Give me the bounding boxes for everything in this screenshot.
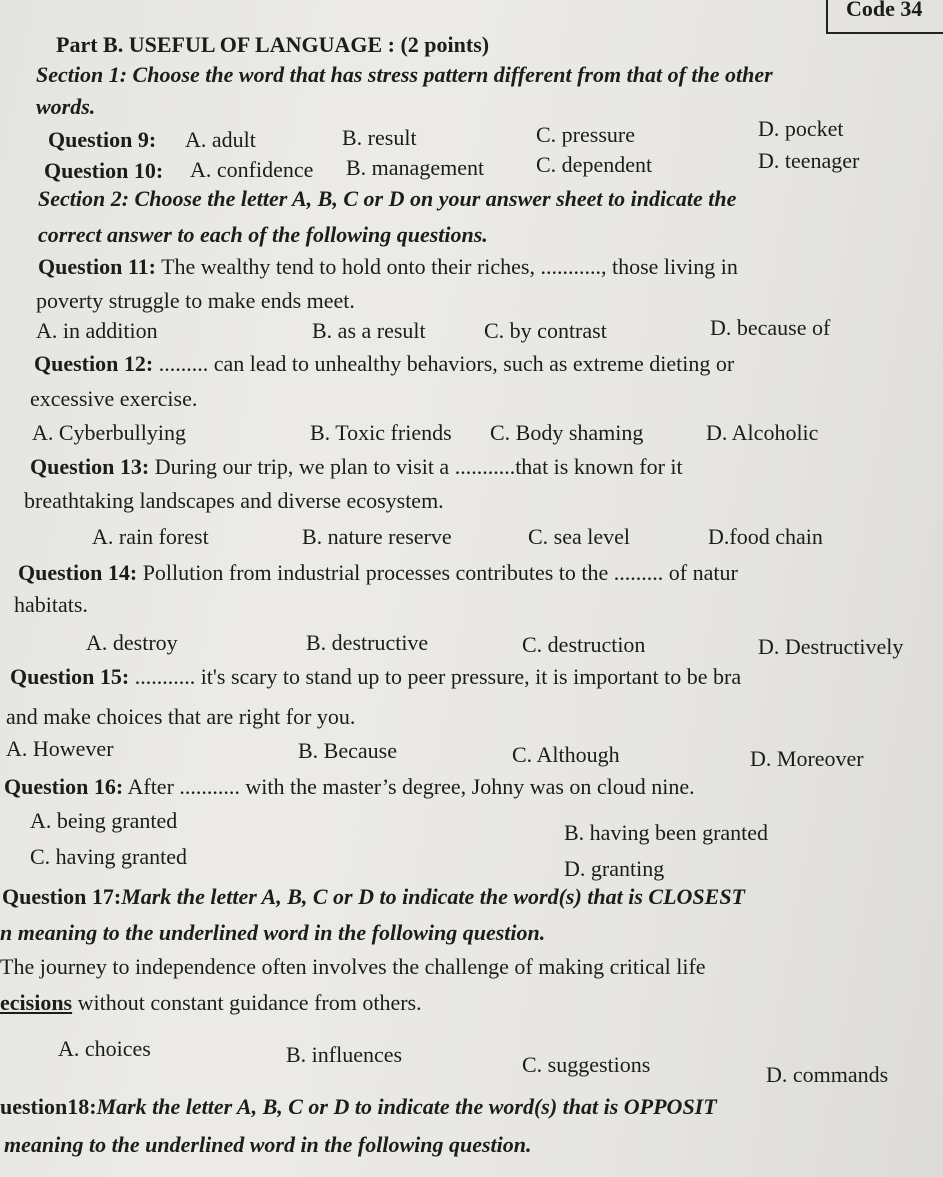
q10-option-c: C. dependent [536,152,653,177]
q17-underlined-word: ecisions [0,990,73,1015]
q15-option-c: C. Although [512,742,620,767]
part-title: Part B. USEFUL OF LANGUAGE : (2 points) [56,32,490,57]
q10-label: Question 10: [44,158,164,183]
q13-option-b: B. nature reserve [302,524,452,549]
q14-option-d: D. Destructively [758,634,904,659]
q11-line1 [38,254,738,280]
q17-option-b: B. influences [286,1042,403,1067]
q12-option-c: C. Body shaming [490,420,644,445]
q16-line1 [4,774,695,800]
q17-line1 [2,884,745,910]
q17-option-a: A. choices [58,1036,151,1061]
q11-option-c: C. by contrast [484,318,607,343]
q13-line1 [30,454,683,480]
q18-instruction-2: meaning to the underlined word in the following question. [4,1132,532,1157]
q9-label: Question 9: [48,127,157,152]
q16-stem-1: After ........... with the master’s degree, Johny was on cloud nine. [127,774,695,799]
q13-option-a: A. rain forest [92,524,209,549]
q14-stem-1: Pollution from industrial processes contributes to the ......... of natur [142,560,738,585]
q13-label: Question 13: [30,454,150,479]
q13-stem-2: breathtaking landscapes and diverse ecosystem. [24,488,444,513]
q17-stem-2 [0,990,422,1016]
section1-instruction-line2: words. [36,94,96,119]
q15-line1 [10,664,741,690]
q13-option-d: D.food chain [708,524,823,549]
q18-line1 [0,1094,717,1120]
q17-instruction-1: Mark the letter A, B, C or D to indicate the word(s) that is CLOSEST [121,884,745,909]
q14-option-c: C. destruction [522,632,646,657]
q10-option-d: D. teenager [758,148,860,173]
code-label: Code 34 [846,0,923,21]
q14-line1 [18,560,738,586]
section2-instruction-line2: correct answer to each of the following questions. [38,222,488,247]
q18-label: uestion18: [0,1094,97,1119]
q17-label: Question 17: [2,884,122,909]
q15-label: Question 15: [10,664,130,689]
q15-option-b: B. Because [298,738,397,763]
q12-label: Question 12: [34,351,154,376]
q11-option-d: D. because of [710,315,831,340]
q16-option-c: C. having granted [30,844,188,869]
q16-option-b: B. having been granted [564,820,769,845]
q12-line1 [34,351,734,377]
q9-option-a: A. adult [185,127,256,152]
q11-stem-1: The wealthy tend to hold onto their riches, ..........., those living in [161,254,738,279]
q17-instruction-2: n meaning to the underlined word in the following question. [0,920,546,945]
q12-stem-2: excessive exercise. [30,386,198,411]
q9-option-d: D. pocket [758,116,844,141]
q10-option-b: B. management [346,155,485,180]
q12-option-a: A. Cyberbullying [32,420,186,445]
q9-option-c: C. pressure [536,122,635,147]
q17-option-d: D. commands [766,1062,889,1087]
section1-instruction-line1: Section 1: Choose the word that has stress pattern different from that of the other [36,62,773,87]
q15-option-d: D. Moreover [750,746,864,771]
q13-stem-1: During our trip, we plan to visit a ...........that is known for it [154,454,683,479]
q12-option-b: B. Toxic friends [310,420,452,445]
q9-option-b: B. result [342,125,417,150]
q11-option-b: B. as a result [312,318,426,343]
q14-label: Question 14: [18,560,138,585]
q15-stem-2: and make choices that are right for you. [6,704,356,729]
q13-option-c: C. sea level [528,524,631,549]
q17-option-c: C. suggestions [522,1052,651,1077]
q11-stem-2: poverty struggle to make ends meet. [36,288,355,313]
q17-stem-1: The journey to independence often involves the challenge of making critical life [0,954,706,979]
q10-option-a: A. confidence [190,157,314,182]
q11-label: Question 11: [38,254,156,279]
q16-option-a: A. being granted [30,808,178,833]
q14-option-a: A. destroy [86,630,178,655]
q14-stem-2: habitats. [14,592,88,617]
q12-stem-1: ......... can lead to unhealthy behaviors, such as extreme dieting or [158,351,735,376]
code-label-box [826,0,943,34]
q12-option-d: D. Alcoholic [706,420,819,445]
q18-instruction-1: Mark the letter A, B, C or D to indicate the word(s) that is OPPOSIT [96,1094,717,1119]
q17-stem-2-rest: without constant guidance from others. [72,990,422,1015]
q11-option-a: A. in addition [36,318,158,343]
section2-instruction-line1: Section 2: Choose the letter A, B, C or D on your answer sheet to indicate the [38,186,737,211]
q16-option-d: D. granting [564,856,665,881]
q16-label: Question 16: [4,774,124,799]
q14-option-b: B. destructive [306,630,429,655]
q15-stem-1: ........... it's scary to stand up to peer pressure, it is important to be bra [134,664,742,689]
q15-option-a: A. However [6,736,114,761]
